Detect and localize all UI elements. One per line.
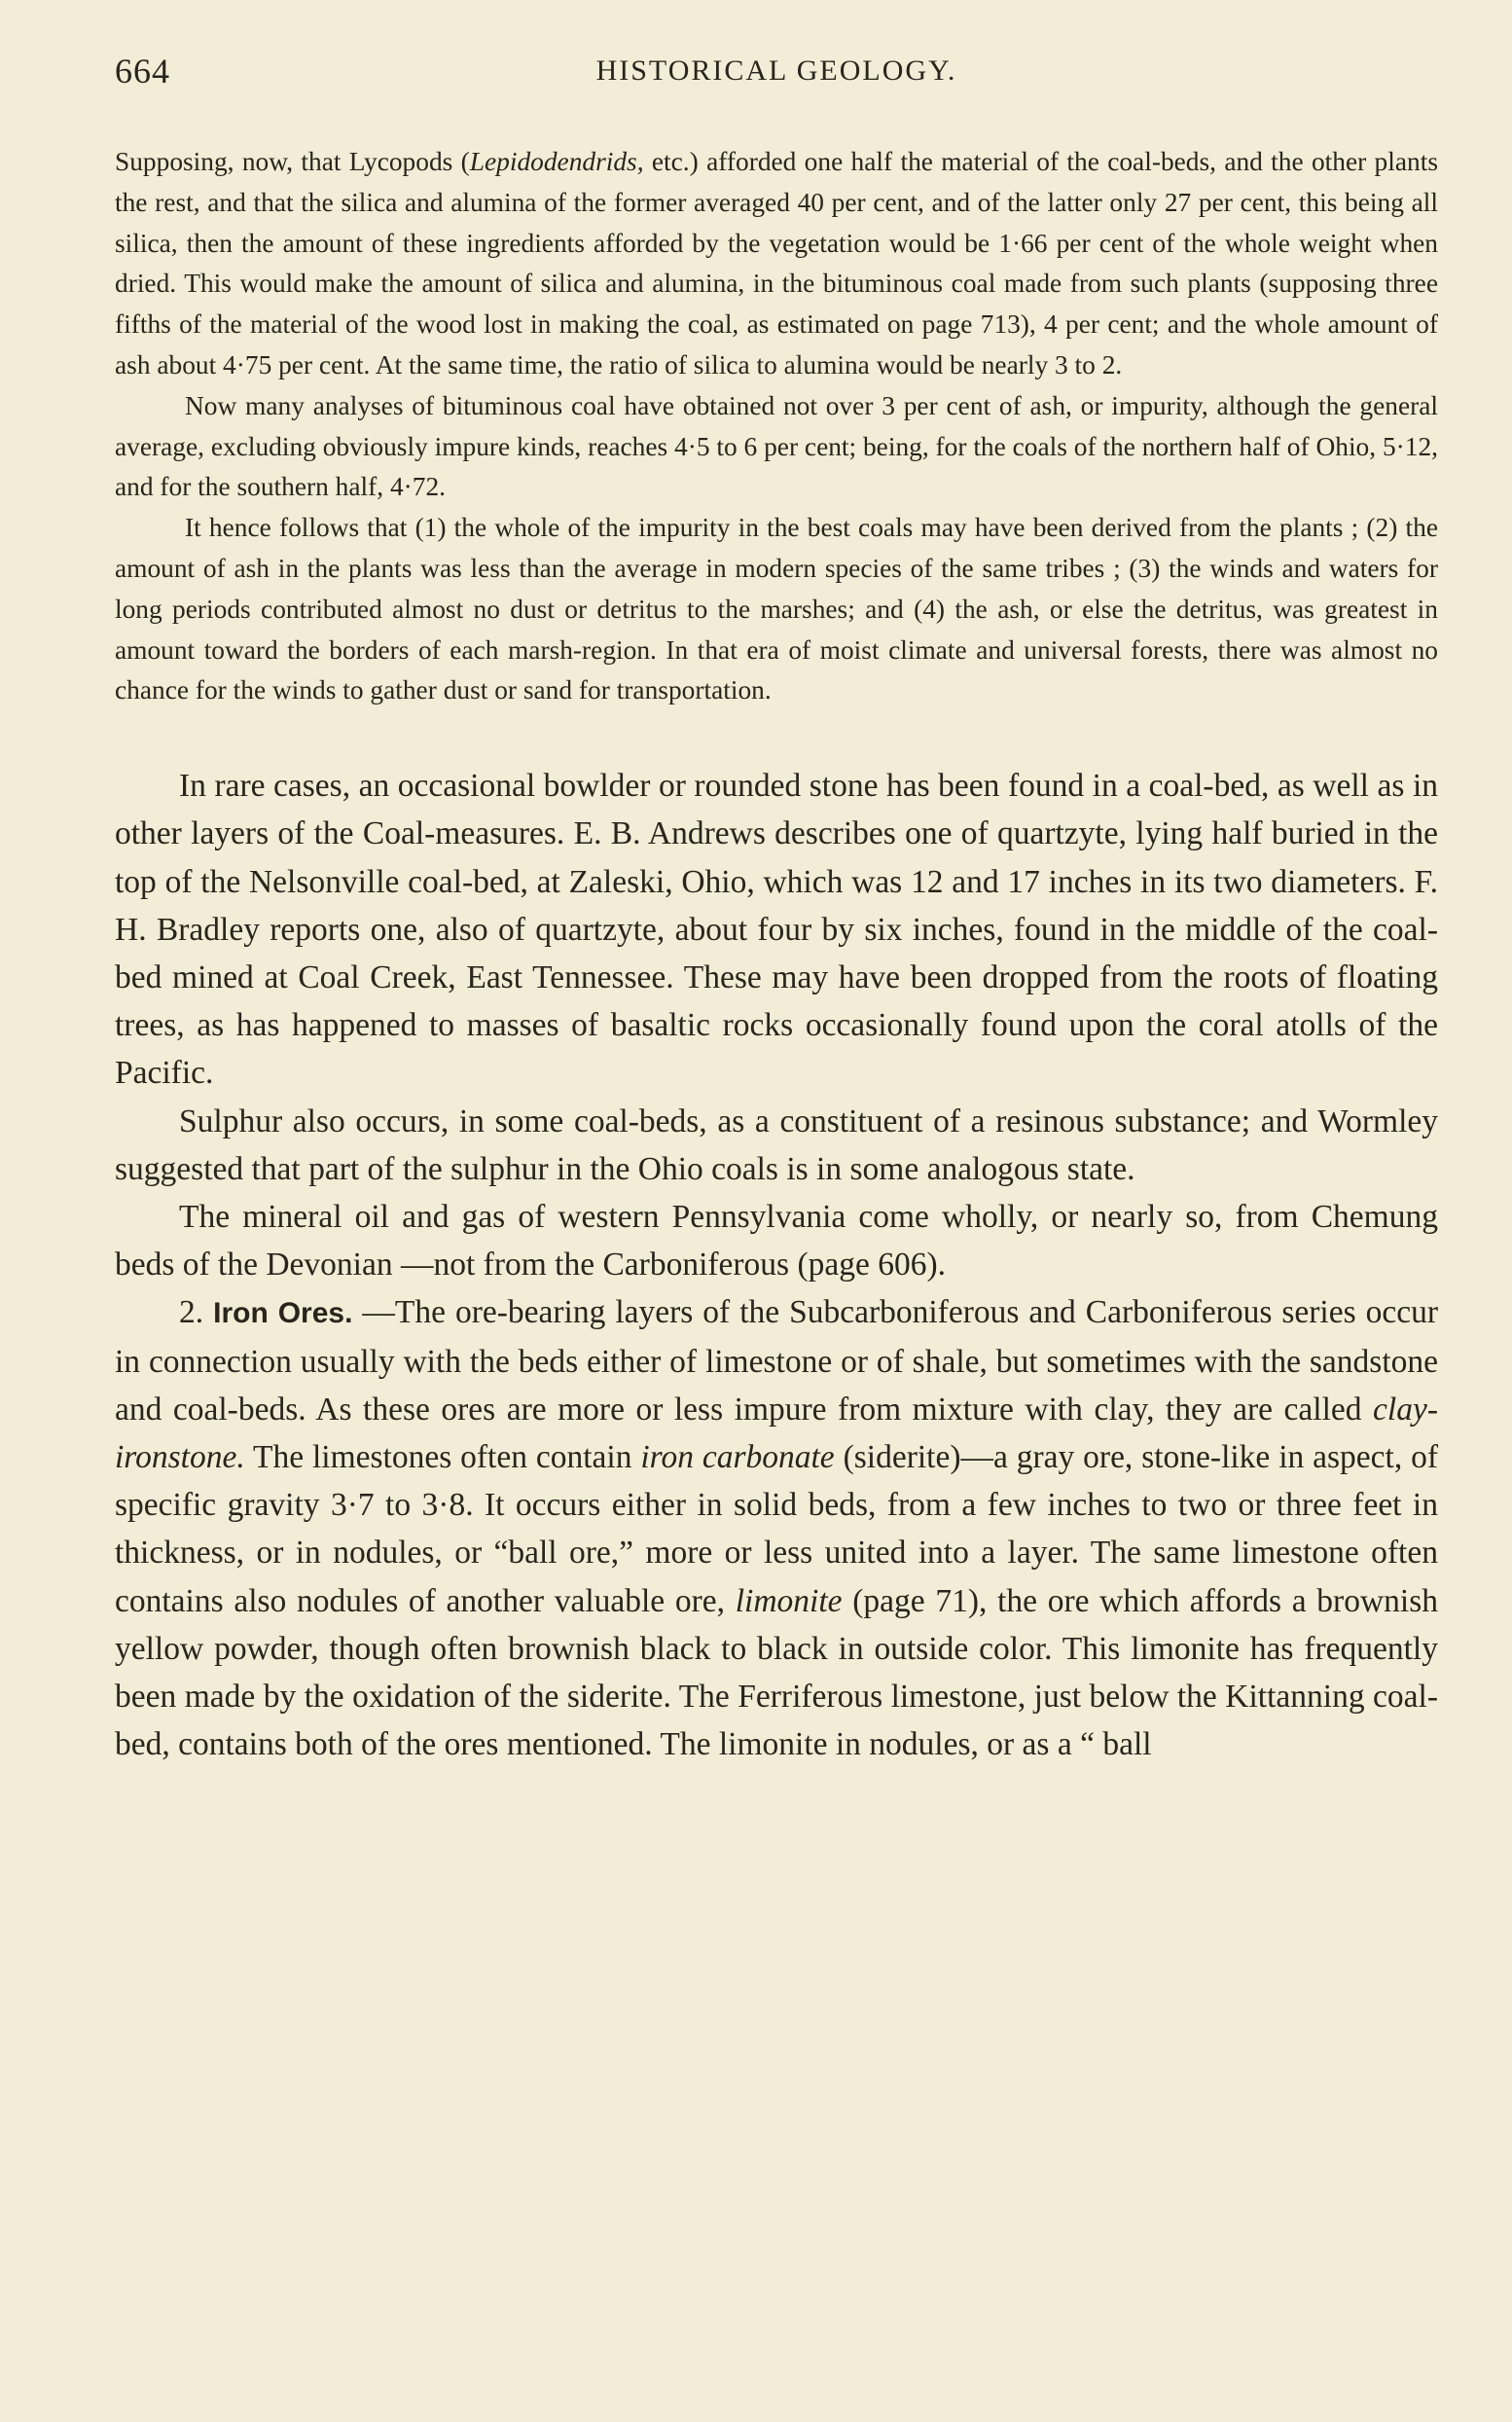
text-span: (siderite)—a gray ore, stone-like in aspect, of specific gravity 3·7 to 3·8. It occurs either in solid beds, from a few inches to two or three feet in thickness, or in nodules, or “ball ore,” more or less united into a layer. The same limestone often contains also nodules of another valuable ore, (115, 1439, 1439, 1619)
italic-term: clay-ironstone. (115, 1391, 1438, 1475)
text-span: Supposing, now, that Lycopods ( (115, 147, 470, 176)
paragraph-iron-ores (115, 1288, 1438, 1768)
paragraph-bowlders: In rare cases, an occasional bowlder or rounded stone has been found in a coal-bed, as well as in other layers of the Coal-measures. E. B. Andrews describes one of quartzyte, lying half buried in the top of the Nelsonville coal-bed, at Zaleski, Ohio, which was 12 and 17 inches in its two diameters. F. H. Bradley reports one, also of quartzyte, about four by six inches, found in the middle of the coal-bed mined at Coal Creek, East Tennessee. These may have been dropped from the roots of floating trees, as has happened to masses of basaltic rocks occasionally found upon the coral atolls of the Pacific. (115, 768, 1438, 1092)
page-number: 664 (115, 52, 170, 90)
italic-term: iron carbonate (640, 1439, 835, 1475)
section-number: 2. (179, 1294, 204, 1331)
small-print-section (115, 142, 1438, 711)
text-span: (page 71), the ore which affords a brownish yellow powder, though often brownish black to black in outside color. This limonite has frequently been made by the oxidation of the siderite. The Ferriferous limestone, just below the Kittanning coal-bed, contains both of the ores mentioned. The limonite in nodules, or as a “ ball (115, 1582, 1438, 1763)
text-span: etc.) afforded one half the material of the coal-beds, and the other plants the rest, and that the silica and alumina of the former averaged 40 per cent, and of the latter only 27 per cent, this being all silica, then the amount of these ingredients afforded by the vegetation would be 1·66 per cent of the whole weight when dried. This would make the amount of silica and alumina, in the bituminous coal made from such plants (supposing three fifths of the material of the wood lost in making the coal, as estimated on page 713), 4 per cent; and the whole amount of ash about 4·75 per cent. At the same time, the ratio of silica to alumina would be nearly 3 to 2. (115, 147, 1438, 380)
paragraph-silica-alumina (115, 142, 1438, 386)
page-header (115, 51, 1438, 97)
italic-term: Lepidodendrids, (469, 147, 644, 176)
section-heading: Iron Ores. (213, 1297, 353, 1330)
paragraph-impurity-conclusions: It hence follows that (1) the whole of the impurity in the best coals may have been derived from the plants ; (2) the amount of ash in the plants was less than the average in modern species of the same tribes ; (3) the winds and waters for long periods contributed almost no dust or detritus to the marshes; and (4) the ash, or else the detritus, was greatest in amount toward the borders of each marsh-region. In that era of moist climate and universal forests, there was almost no chance for the winds to gather dust or sand for transportation. (115, 513, 1438, 705)
text-span: —The ore-bearing layers of the Subcarboniferous and Carboniferous series occur in connection usually with the beds either of limestone or of shale, but sometimes with the sandstone and coal-beds. As these ores are more or less impure from mixture with clay, they are called (115, 1294, 1439, 1428)
paragraph-mineral-oil: The mineral oil and gas of western Pennsylvania come wholly, or nearly so, from Chemung beds of the Devonian —not from the Carboniferous (page 606). (115, 1198, 1438, 1283)
page-content (115, 51, 1438, 1768)
italic-term: limonite (735, 1582, 843, 1619)
paragraph-sulphur: Sulphur also occurs, in some coal-beds, as a constituent of a resinous substance; and Wormley suggested that part of the sulphur in the Ohio coals is in some analogous state. (115, 1103, 1438, 1187)
paragraph-ash-analyses: Now many analyses of bituminous coal have obtained not over 3 per cent of ash, or impurity, although the general average, excluding obviously impure kinds, reaches 4·5 to 6 per cent; being, for the coals of the northern half of Ohio, 5·12, and for the southern half, 4·72. (115, 390, 1438, 502)
text-span: The limestones often contain (244, 1439, 641, 1475)
large-print-section (115, 762, 1438, 1768)
running-head: HISTORICAL GEOLOGY. (595, 54, 957, 87)
